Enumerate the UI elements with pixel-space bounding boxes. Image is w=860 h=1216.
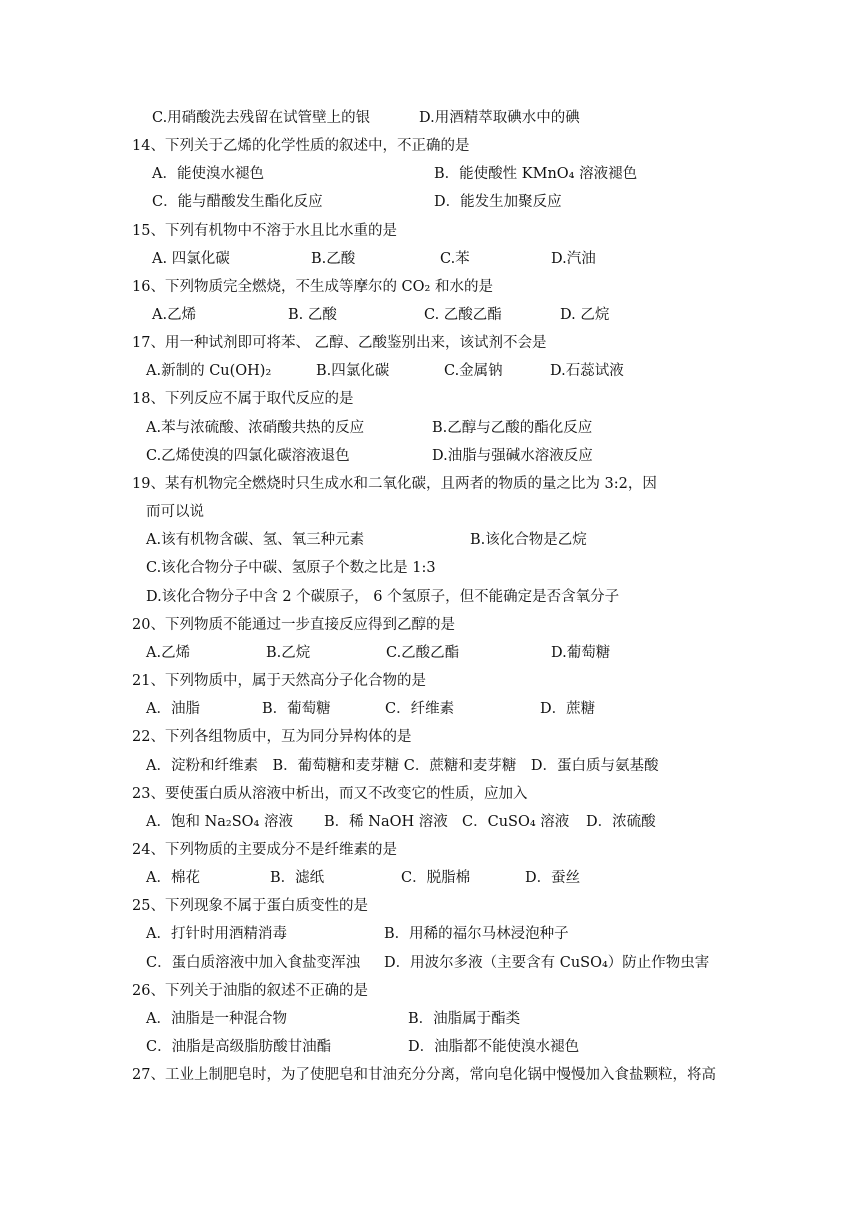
q16-option-c: C. 乙酸乙酯 <box>424 307 502 323</box>
q15-option-c: C.苯 <box>440 251 470 267</box>
q26-option-b: B．油脂属于酯类 <box>408 1011 521 1027</box>
q21-option-c: C．纤维素 <box>385 701 455 717</box>
q25-option-b: B．用稀的福尔马林浸泡种子 <box>384 926 569 942</box>
question-16: 16、下列物质完全燃烧，不生成等摩尔的 CO₂ 和水的是 <box>132 279 493 295</box>
q18-option-c: C.乙烯使溴的四氯化碳溶液退色 <box>146 448 350 464</box>
question-25: 25、下列现象不属于蛋白质变性的是 <box>132 898 368 914</box>
q15-option-d: D.汽油 <box>551 251 596 267</box>
q14-option-c: C．能与醋酸发生酯化反应 <box>152 194 323 210</box>
question-21: 21、下列物质中，属于天然高分子化合物的是 <box>132 673 426 689</box>
q24-option-c: C．脱脂棉 <box>401 870 471 886</box>
question-18: 18、下列反应不属于取代反应的是 <box>132 391 354 407</box>
q25-option-a: A．打针时用酒精消毒 <box>146 926 287 942</box>
q20-option-d: D.葡萄糖 <box>551 645 611 661</box>
q20-option-a: A.乙烯 <box>146 645 191 661</box>
question-27: 27、工业上制肥皂时，为了使肥皂和甘油充分分离，常向皂化锅中慢慢加入食盐颗粒，将高 <box>132 1067 716 1083</box>
q19-option-a: A.该有机物含碳、氢、氧三种元素 <box>146 532 365 548</box>
question-15: 15、下列有机物中不溶于水且比水重的是 <box>132 223 397 239</box>
q14-option-d: D．能发生加聚反应 <box>434 194 562 210</box>
option-c-line-13: C.用硝酸洗去残留在试管壁上的银 <box>152 110 371 126</box>
q17-option-a: A.新制的 Cu(OH)₂ <box>146 363 272 379</box>
q18-option-b: B.乙醇与乙酸的酯化反应 <box>432 420 593 436</box>
q15-option-b: B.乙酸 <box>311 251 356 267</box>
question-19-continued: 而可以说 <box>146 504 204 520</box>
question-23: 23、要使蛋白质从溶液中析出，而又不改变它的性质，应加入 <box>132 786 528 802</box>
q14-option-b: B．能使酸性 KMnO₄ 溶液褪色 <box>434 166 638 182</box>
q26-option-a: A．油脂是一种混合物 <box>146 1011 287 1027</box>
question-22: 22、下列各组物质中，互为同分异构体的是 <box>132 729 412 745</box>
q26-option-d: D．油脂都不能使溴水褪色 <box>408 1039 580 1055</box>
q19-option-b: B.该化合物是乙烷 <box>470 532 587 548</box>
option-d-line-13: D.用酒精萃取碘水中的碘 <box>419 110 580 126</box>
q25-option-d: D．用波尔多液（主要含有 CuSO₄）防止作物虫害 <box>384 955 710 971</box>
q24-option-b: B．滤纸 <box>270 870 325 886</box>
q19-option-d: D.该化合物分子中含 2 个碳原子， 6 个氢原子，但不能确定是否含氧分子 <box>146 589 620 605</box>
q21-option-d: D．蔗糖 <box>540 701 596 717</box>
q15-option-a: A. 四氯化碳 <box>152 251 230 267</box>
q24-option-d: D．蚕丝 <box>525 870 581 886</box>
q14-option-a: A．能使溴水褪色 <box>152 166 264 182</box>
q22-options: A．淀粉和纤维素 B．葡萄糖和麦芽糖 C．蔗糖和麦芽糖 D．蛋白质与氨基酸 <box>146 758 659 774</box>
q20-option-b: B.乙烷 <box>266 645 311 661</box>
q16-option-b: B. 乙酸 <box>288 307 337 323</box>
q23-option-c: C．CuSO₄ 溶液 <box>462 814 570 830</box>
q23-option-b: B．稀 NaOH 溶液 <box>324 814 448 830</box>
question-14: 14、下列关于乙烯的化学性质的叙述中，不正确的是 <box>132 138 470 154</box>
question-19: 19、某有机物完全燃烧时只生成水和二氧化碳，且两者的物质的量之比为 3:2，因 <box>132 476 657 492</box>
q24-option-a: A．棉花 <box>146 870 200 886</box>
question-17: 17、用一种试剂即可将苯、 乙醇、乙酸鉴别出来，该试剂不会是 <box>132 335 547 351</box>
q25-option-c: C．蛋白质溶液中加入食盐变浑浊 <box>146 955 361 971</box>
question-26: 26、下列关于油脂的叙述不正确的是 <box>132 983 368 999</box>
q26-option-c: C．油脂是高级脂肪酸甘油酯 <box>146 1039 332 1055</box>
q21-option-b: B．葡萄糖 <box>262 701 331 717</box>
q16-option-d: D. 乙烷 <box>560 307 610 323</box>
q17-option-d: D.石蕊试液 <box>550 363 624 379</box>
q18-option-a: A.苯与浓硫酸、浓硝酸共热的反应 <box>146 420 365 436</box>
q20-option-c: C.乙酸乙酯 <box>386 645 460 661</box>
q23-option-a: A．饱和 Na₂SO₄ 溶液 <box>146 814 293 830</box>
q16-option-a: A.乙烯 <box>152 307 197 323</box>
q17-option-c: C.金属钠 <box>444 363 503 379</box>
q21-option-a: A．油脂 <box>146 701 200 717</box>
q23-option-d: D．浓硫酸 <box>586 814 656 830</box>
q17-option-b: B.四氯化碳 <box>316 363 390 379</box>
q18-option-d: D.油脂与强碱水溶液反应 <box>432 448 593 464</box>
question-20: 20、下列物质不能通过一步直接反应得到乙醇的是 <box>132 617 455 633</box>
question-24: 24、下列物质的主要成分不是纤维素的是 <box>132 842 397 858</box>
q19-option-c: C.该化合物分子中碳、氢原子个数之比是 1:3 <box>146 560 436 576</box>
